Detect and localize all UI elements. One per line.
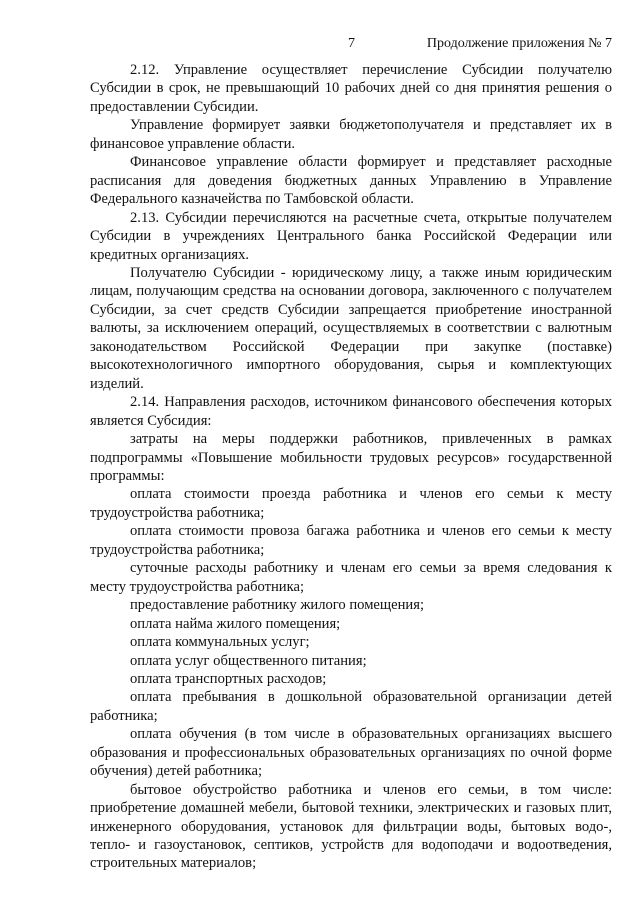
- paragraph: 2.12. Управление осуществляет перечисление Субсидии получателю Субсидии в срок, не превышающий 10 рабочих дней со дня принятия решения о предоставлении Субсидии.: [90, 62, 612, 115]
- paragraph: Получателю Субсидии - юридическому лицу, а также иным юридическим лицам, получающим средства на основании договора, заключенного с получателем Субсидии, за счет средств Субсидии запрещается приобретение иностранной валюты, за исключением операций, осуществляемых в соответствии с валютным законодательством Российской Федерации при закупке (поставке) высокотехнологичного импортного оборудования, сырья и комплектующих изделий.: [90, 264, 612, 392]
- list-item: оплата коммунальных услуг;: [130, 634, 310, 651]
- page-number: 7: [348, 36, 355, 51]
- list-item: оплата найма жилого помещения;: [130, 615, 341, 632]
- list-item: оплата услуг общественного питания;: [130, 652, 367, 669]
- appendix-continuation-note: Продолжение приложения № 7: [426, 36, 612, 51]
- list-item: суточные расходы работнику и членам его семьи за время следования к месту трудоустройства работника;: [90, 560, 612, 595]
- list-item: бытовое обустройство работника и членов его семьи, в том числе: приобретение домашней мебели, бытовой техники, электрических и газовых плит, инженерного оборудования, установок для фильтрации воды, бытовых водо-, тепло- и газоустановок, септиков, устройств для водоподачи и водоотведения, строительных материалов;: [90, 781, 612, 872]
- paragraph: затраты на меры поддержки работников, привлеченных в рамках подпрограммы «Повышение мобильности трудовых ресурсов» государственной программы:: [90, 431, 612, 484]
- paragraph: Управление формирует заявки бюджетополучателя и представляет их в финансовое управление области.: [90, 117, 612, 152]
- list-item: оплата транспортных расходов;: [130, 670, 327, 687]
- paragraph: Финансовое управление области формирует и представляет расходные расписания для доведения бюджетных данных Управлению в Управление Федерального казначейства по Тамбовской области.: [90, 154, 612, 208]
- paragraph: 2.14. Направления расходов, источником финансового обеспечения которых является Субсидия:: [90, 394, 612, 429]
- page-header: [90, 36, 612, 56]
- list-item: оплата обучения (в том числе в образовательных организациях высшего образования и профессиональных образовательных организациях по очной форме обучения) детей работника;: [90, 726, 612, 780]
- list-item: оплата стоимости проезда работника и членов его семьи к месту трудоустройства работника;: [90, 486, 612, 521]
- paragraph: 2.13. Субсидии перечисляются на расчетные счета, открытые получателем Субсидии в учреждениях Центрального банка Российской Федерации или кредитных организациях.: [90, 209, 612, 263]
- list-item: оплата пребывания в дошкольной образовательной организации детей работника;: [90, 689, 612, 724]
- list-item: оплата стоимости провоза багажа работника и членов его семьи к месту трудоустройства работника;: [90, 523, 612, 558]
- list-item: предоставление работнику жилого помещения;: [130, 597, 425, 614]
- document-body: [90, 61, 612, 873]
